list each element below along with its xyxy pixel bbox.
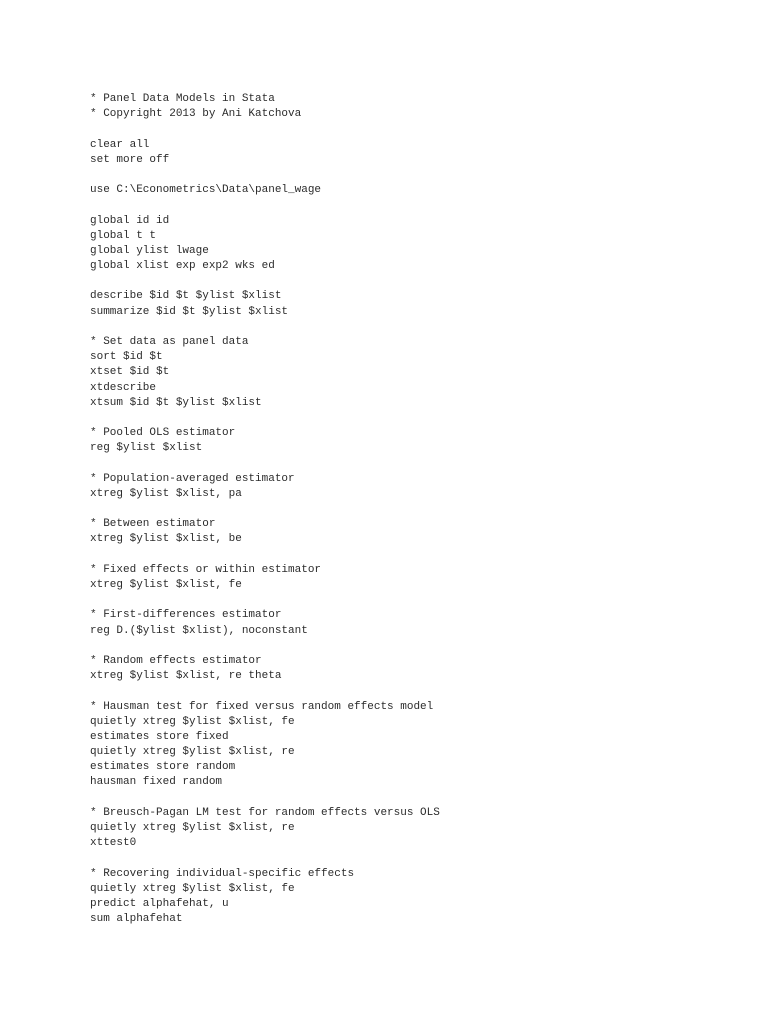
code-line: global t t [90,229,157,242]
code-line: xtreg $ylist $xlist, fe [90,579,242,591]
comment-line: * Panel Data Models in Stata [90,93,275,105]
code-line: sort $id $t [90,351,163,364]
code-line: estimates store random [90,761,236,774]
code-line: reg $ylist $xlist [90,442,203,455]
code-line: xtreg $ylist $xlist, pa [90,487,242,500]
blank-line [90,411,440,426]
comment-line: * Recovering individual-specific effects [90,867,355,880]
code-line: estimates store fixed [90,730,229,743]
code-line: global id id [90,214,170,227]
blank-line [90,791,440,806]
code-line: global xlist exp exp2 wks ed [90,260,275,273]
code-line: xtset $id $t [90,366,170,379]
blank-line [90,548,440,563]
code-line: global ylist lwage [90,244,209,257]
code-line: describe $id $t $ylist $xlist [90,290,282,303]
blank-line [90,168,440,183]
code-line: xtreg $ylist $xlist, re theta [90,670,282,683]
blank-line [90,122,440,137]
code-line: xtsum $id $t $ylist $xlist [90,396,262,409]
stata-code-block [90,92,440,927]
comment-line: * Copyright 2013 by Ani Katchova [90,108,302,121]
code-line: quietly xtreg $ylist $xlist, fe [90,882,295,895]
code-line: sum alphafehat [90,913,183,926]
code-line: quietly xtreg $ylist $xlist, fe [90,715,295,728]
code-line: quietly xtreg $ylist $xlist, re [90,746,295,759]
code-line: use C:\Econometrics\Data\panel_wage [90,184,322,197]
code-line: reg D.($ylist $xlist), noconstant [90,624,308,637]
blank-line [90,851,440,866]
blank-line [90,684,440,699]
code-line: set more off [90,153,170,166]
comment-line: * Set data as panel data [90,336,249,348]
comment-line: * Random effects estimator [90,654,262,667]
comment-line: * Population-averaged estimator [90,472,295,485]
code-line: xtreg $ylist $xlist, be [90,533,242,546]
code-line: xttest0 [90,837,137,850]
blank-line [90,457,440,472]
code-line: clear all [90,138,150,151]
blank-line [90,198,440,213]
blank-line [90,639,440,654]
code-line: xtdescribe [90,381,157,394]
blank-line [90,274,440,289]
comment-line: * Breusch-Pagan LM test for random effects versus OLS [90,806,440,819]
code-line: summarize $id $t $ylist $xlist [90,305,289,318]
blank-line [90,320,440,335]
code-line: predict alphafehat, u [90,897,229,910]
blank-line [90,593,440,608]
code-line: quietly xtreg $ylist $xlist, re [90,822,295,834]
code-line: hausman fixed random [90,776,223,789]
blank-line [90,502,440,517]
comment-line: * Fixed effects or within estimator [90,563,322,576]
comment-line: * Pooled OLS estimator [90,427,236,440]
comment-line: * First-differences estimator [90,609,282,622]
comment-line: * Hausman test for fixed versus random effects model [90,700,434,713]
comment-line: * Between estimator [90,518,216,531]
